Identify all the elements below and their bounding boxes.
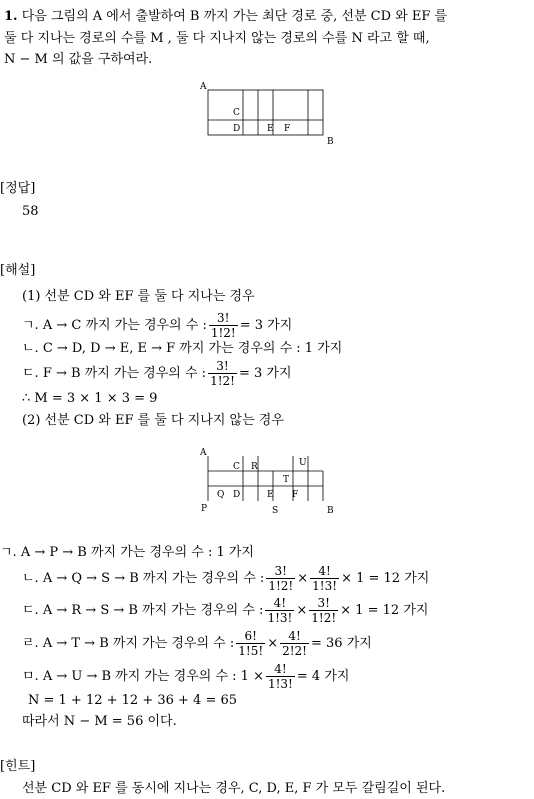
case1-title: (1) 선분 CD 와 EF 를 둘 다 지나는 경우 xyxy=(22,289,255,304)
case2-step-m-text: ㅁ. A → U → B 까지 가는 경우의 수 : 1 × xyxy=(22,668,264,684)
fig2-label-c: C xyxy=(233,462,240,472)
fraction-denominator: 2!2! xyxy=(282,643,308,658)
problem-line-3: N − M 의 값을 구하여라. xyxy=(4,52,153,67)
case1-step-n: ㄴ. C → D, D → E, E → F 까지 가는 경우의 수 : 1 가지 xyxy=(22,341,343,356)
fraction xyxy=(266,564,295,593)
case1-step-g-text: ㄱ. A → C 까지 가는 경우의 수 : xyxy=(22,317,207,333)
fraction xyxy=(236,629,265,658)
problem-text-1: 다음 그림의 A 에서 출발하여 B 까지 가는 최단 경로 중, 선분 CD 와 EF 를 xyxy=(21,9,448,24)
case2-step-d-text: ㄷ. A → R → S → B 까지 가는 경우의 수 : xyxy=(22,602,264,618)
case2-step-r xyxy=(22,625,372,661)
fig2-label-e: E xyxy=(267,490,274,500)
hint-heading: [힌트] xyxy=(0,759,36,774)
fraction-denominator: 1!3! xyxy=(267,676,293,691)
case2-step-n-text: ㄴ. A → Q → S → B 까지 가는 경우의 수 : xyxy=(22,570,265,586)
fig2-label-t: T xyxy=(283,475,290,485)
case1-step-d-text: ㄷ. F → B 까지 가는 경우의 수 : xyxy=(22,365,207,381)
case2-title: (2) 선분 CD 와 EF 를 둘 다 지나지 않는 경우 xyxy=(22,413,284,428)
problem-line-2: 둘 다 지나는 경로의 수를 M , 둘 다 지나지 않는 경로의 수를 N 라고 할 때, xyxy=(4,31,430,46)
problem-line-1 xyxy=(4,8,447,25)
times-sign: × xyxy=(267,635,279,651)
case2-step-m-result: = 4 가지 xyxy=(296,668,350,684)
fraction xyxy=(265,596,294,625)
case2-step-d-result: × 1 = 12 가지 xyxy=(340,602,429,618)
fraction-denominator: 1!2! xyxy=(268,578,294,593)
case2-step-r-text: ㄹ. A → T → B 까지 가는 경우의 수 : xyxy=(22,635,235,651)
case2-step-m xyxy=(22,658,349,694)
fraction xyxy=(310,564,339,593)
fraction-numerator: 3! xyxy=(309,596,338,611)
fig1-label-e: E xyxy=(267,124,274,134)
fraction-numerator: 4! xyxy=(280,629,309,644)
case1-step-g xyxy=(22,308,292,342)
case2-step-g: ㄱ. A → P → B 까지 가는 경우의 수 : 1 가지 xyxy=(0,545,254,560)
fraction-denominator: 1!2! xyxy=(311,610,337,625)
fraction-numerator: 3! xyxy=(266,564,295,579)
fraction xyxy=(309,596,338,625)
fraction-numerator: 4! xyxy=(310,564,339,579)
fraction xyxy=(209,311,238,340)
case2-step-r-result: = 36 가지 xyxy=(311,635,372,651)
fraction-denominator: 1!5! xyxy=(238,643,264,658)
times-sign: × xyxy=(297,570,309,586)
answer-value: 58 xyxy=(22,204,39,219)
hint-text: 선분 CD 와 EF 를 동시에 지나는 경우, C, D, E, F 가 모두 갈림길이 된다. xyxy=(22,781,446,796)
figure-1-grid xyxy=(198,80,338,150)
fig2-label-d: D xyxy=(233,490,241,500)
case2-step-n xyxy=(22,560,429,596)
case2-step-n-result: × 1 = 12 가지 xyxy=(341,570,430,586)
fig2-label-s: S xyxy=(272,506,279,516)
fraction xyxy=(266,662,295,691)
fraction xyxy=(280,629,309,658)
problem-number: 1. xyxy=(4,9,18,24)
fig2-label-r: R xyxy=(251,462,258,472)
n-sum: N = 1 + 12 + 12 + 36 + 4 = 65 xyxy=(28,693,238,708)
solution-heading: [해설] xyxy=(0,263,36,278)
fig2-label-a: A xyxy=(200,448,207,458)
case1-step-g-result: = 3 가지 xyxy=(239,317,293,333)
fig2-label-u: U xyxy=(299,458,307,468)
fig1-label-c: C xyxy=(233,108,240,118)
fraction-denominator: 1!3! xyxy=(267,610,293,625)
fig1-label-f: F xyxy=(284,124,291,134)
fig2-label-p: P xyxy=(201,504,208,514)
fraction-numerator: 3! xyxy=(208,359,237,374)
fraction xyxy=(208,359,237,388)
fraction-numerator: 4! xyxy=(265,596,294,611)
fig1-label-a: A xyxy=(200,82,207,92)
fraction-denominator: 1!3! xyxy=(312,578,338,593)
m-result: ∴ M = 3 × 1 × 3 = 9 xyxy=(22,391,158,406)
case1-step-d xyxy=(22,356,292,390)
fig1-label-b: B xyxy=(327,137,334,147)
case2-step-d xyxy=(22,592,428,628)
times-sign: × xyxy=(296,602,308,618)
figure-2-grid xyxy=(198,446,343,516)
conclusion: 따라서 N − M = 56 이다. xyxy=(22,714,177,729)
fig2-label-f: F xyxy=(292,490,299,500)
fraction-numerator: 4! xyxy=(266,662,295,677)
case1-step-d-result: = 3 가지 xyxy=(238,365,292,381)
fraction-numerator: 3! xyxy=(209,311,238,326)
fig2-label-b: B xyxy=(327,506,334,516)
fig2-label-q: Q xyxy=(217,490,225,500)
fraction-denominator: 1!2! xyxy=(210,373,235,388)
answer-heading: [정답] xyxy=(0,181,36,196)
fraction-numerator: 6! xyxy=(236,629,265,644)
fig1-label-d: D xyxy=(233,124,241,134)
fraction-denominator: 1!2! xyxy=(210,325,236,340)
